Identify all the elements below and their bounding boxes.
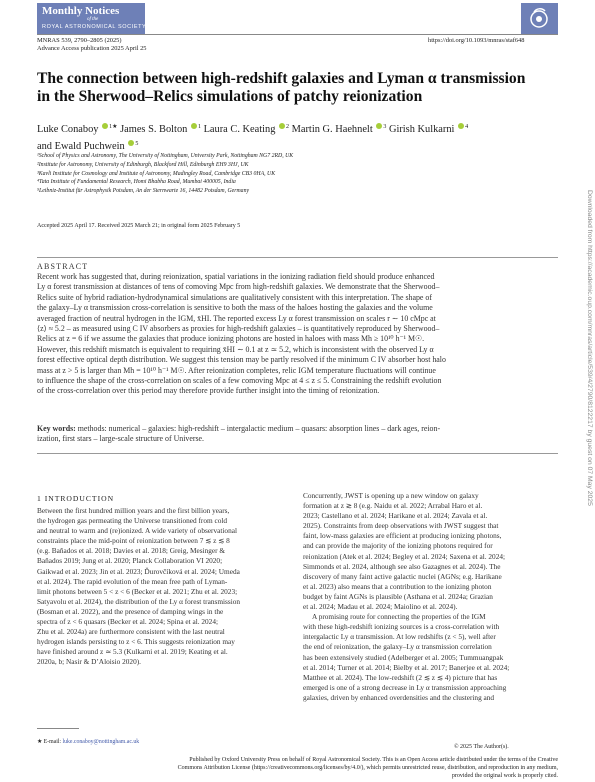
affiliation: ³Kavli Institute for Cosmology and Institute of Astronomy, Madingley Road, Cambridge CB3 0HA, UK bbox=[37, 170, 276, 177]
accepted-dates: Accepted 2025 April 17. Received 2025 March 21; in original form 2025 February 5 bbox=[37, 223, 241, 229]
keywords-label: Key words: bbox=[37, 424, 76, 433]
body-line: Satyavolu et al. 2024), the distribution of the Ly α forest transmission bbox=[37, 596, 241, 606]
body-line: Bañados 2019; Jung et al. 2020; Planck Collaboration VI 2020; bbox=[37, 556, 223, 566]
journal-of: of the bbox=[87, 17, 99, 22]
body-line: 2025). Constraints from deep observations with JWST suggest that bbox=[303, 521, 499, 531]
abstract-line: Relics suite of hybrid radiation-hydrodynamical simulations are qualitatively consistent with this interpretation. The shape of bbox=[37, 292, 432, 302]
keywords bbox=[37, 424, 558, 445]
abstract-line: the galaxy–Ly α transmission cross-correlation is sensitive to both the mass of the haloes hosting the galaxies and the volume bbox=[37, 303, 433, 313]
body-line: 2023; Castellano et al. 2024; Harikane et al. 2024; Zavala et al. bbox=[303, 511, 488, 521]
body-line: constraints place the mid-point of reionization between 7 ≲ z ≲ 8 bbox=[37, 536, 230, 546]
abstract-line: However, this redshift mismatch is equivalent to requiring x̄HI ∼ 0.1 at z ≃ 5.2, which is inconsistent with the observed Ly α bbox=[37, 344, 434, 354]
right-column bbox=[303, 491, 558, 703]
affiliation: ⁵Leibniz-Institut für Astrophysik Potsdam, An der Sternwarte 16, 14482 Potsdam, Germany bbox=[37, 188, 250, 195]
section-heading: 1 INTRODUCTION bbox=[37, 494, 115, 503]
body-line: formation at z ≳ 8 (e.g. Naidu et al. 2022; Arrabal Haro et al. bbox=[303, 501, 483, 511]
body-line: budget by faint AGNs is plausible (Asthana et al. 2024a; Grazian bbox=[303, 591, 493, 601]
body-line: et al. 2024). The rapid evolution of the mean free path of Lyman- bbox=[37, 576, 228, 586]
abstract-line: Recent work has suggested that, during reionization, spatial variations in the ionizing radiation field should produce enhanced bbox=[37, 272, 435, 281]
author-affil-sup: 4 bbox=[465, 124, 469, 130]
abstract-line: forest effective optical depth distribution. We suggest this tension may be partly resolved if the minimum C IV absorber host halo bbox=[37, 355, 446, 365]
license-line: Published by Oxford University Press on behalf of Royal Astronomical Society. This is an Open Access article distributed under the terms of the Creative bbox=[189, 757, 558, 763]
body-line: the end of reionization, the galaxy–Ly α transmission correlation bbox=[303, 642, 492, 652]
abstract-line: of the cross-correlation over this period may therefore provide further insight into the timing of reionization. bbox=[37, 386, 380, 396]
author-affil-sup: 1★ bbox=[109, 124, 118, 130]
body-line: has been extensively studied (Adelberger et al. 2005; Tummuangpak bbox=[303, 652, 504, 662]
body-line: with these high-redshift ionizing sources is a cross-correlation with bbox=[303, 622, 500, 632]
body-line: et al. 2014; Turner et al. 2014; Bielby et al. 2017; Banerjee et al. 2024; bbox=[303, 662, 510, 672]
body-line: limit photons between 5 < z < 6 (Becker et al. 2021; Zhu et al. 2023; bbox=[37, 586, 238, 596]
license-line: Commons Attribution License (https://creativecommons.org/licenses/by/4.0/), which permits unrestricted reuse, distribution, and reproduction in any medium, bbox=[177, 765, 558, 772]
body-line: and neutral to warm and (re)ionized. A wide variety of observational bbox=[37, 526, 237, 536]
title-line-2: in the Sherwood–Relics simulations of patchy reionization bbox=[37, 88, 423, 105]
footnote-rule bbox=[37, 728, 79, 729]
abstract-line: Relics at z = 6 if we assume the galaxies that produce ionizing photons are hosted in haloes with mass Mh ≥ 10¹⁰ h⁻¹ M☉. bbox=[37, 334, 425, 344]
body-line: (e.g. Bañados et al. 2018; Davies et al. 2018; Greig, Mesinger & bbox=[37, 546, 226, 556]
body-line: reionization (Atek et al. 2024; Begley et al. 2024; Saxena et al. 2024; bbox=[303, 551, 506, 561]
affiliation: ⁴Tata Institute of Fundamental Research, Homi Bhabha Road, Mumbai 400005, India bbox=[37, 179, 236, 186]
orcid-icon[interactable] bbox=[376, 123, 382, 129]
journal-society: ROYAL ASTRONOMICAL SOCIETY bbox=[42, 24, 147, 30]
title-line-1: The connection between high-redshift galaxies and Lyman α transmission bbox=[37, 70, 526, 87]
body-line: Simmonds et al. 2024, although see also Gazagnes et al. 2024). The bbox=[303, 561, 501, 571]
affiliation: ²Institute for Astronomy, University of Edinburgh, Blackford Hill, Edinburgh EH9 3HJ, UK bbox=[37, 161, 249, 168]
body-line: spectra of z < 6 quasars (Becker et al. 2024; Spina et al. 2024; bbox=[37, 617, 219, 627]
author-name: Luke Conaboy bbox=[37, 124, 99, 135]
keywords-text: ization, first stars – large-scale structure of Universe. bbox=[37, 434, 205, 444]
orcid-icon[interactable] bbox=[128, 140, 134, 146]
author-affil-sup: 3 bbox=[383, 124, 387, 130]
keywords-text: methods: numerical – galaxies: high-redshift – intergalactic medium – quasars: absorption lines – dark ages, reion- bbox=[77, 424, 441, 433]
journal-logo bbox=[37, 3, 145, 34]
license-notice bbox=[37, 756, 558, 781]
orcid-icon[interactable] bbox=[458, 123, 464, 129]
body-line: intergalactic Ly α transmission. At low redshifts (z < 5), well after bbox=[303, 632, 496, 642]
orcid-icon[interactable] bbox=[102, 123, 108, 129]
paper-title bbox=[37, 70, 557, 106]
author-affil-sup: 5 bbox=[135, 141, 139, 147]
divider bbox=[37, 453, 558, 454]
body-line: Gaikwad et al. 2023; Jin et al. 2023; Ďurovčíková et al. 2024; Umeda bbox=[37, 566, 240, 576]
body-line: et al. 2023) also means that a contribution to the ionizing photon bbox=[303, 581, 492, 591]
body-line: Zhu et al. 2024a) are furthermore consistent with the last neutral bbox=[37, 627, 225, 637]
abstract-line: mass at z > 5 is larger than Mh = 10¹⁰ h⁻¹ M☉. After reionization completes, relic IGM temperature fluctuations will continue bbox=[37, 365, 436, 375]
body-line: (Bosman et al. 2022), and the presence of damping wings in the bbox=[37, 606, 224, 616]
footnote-label: ★ E-mail: bbox=[37, 739, 62, 745]
advance-access: Advance Access publication 2025 April 25 bbox=[37, 45, 147, 52]
download-note: Downloaded from https://academic.oup.com/mnras/article/539/4/2790/8122217 by guest on 07 May 2025 bbox=[586, 190, 593, 506]
body-line: Matthee et al. 2024). The low-redshift (2 ≲ z ≲ 4) picture that has bbox=[303, 672, 498, 682]
download-watermark bbox=[584, 190, 595, 590]
body-line: Between the first hundred million years and the first billion years, bbox=[37, 506, 230, 515]
abstract-line: ⟨z⟩ ≈ 5.2 – as measured using C IV absorbers as proxies for high-redshift galaxies – is quantitatively reproduced by Sherwood– bbox=[37, 324, 440, 334]
body-line: 2020a, b; Nasir & D’Aloisio 2020). bbox=[37, 657, 141, 667]
footnote bbox=[37, 739, 139, 745]
divider bbox=[37, 257, 558, 258]
body-line: et al. 2024; Madau et al. 2024; Maiolino et al. 2024). bbox=[303, 602, 458, 612]
orcid-icon[interactable] bbox=[279, 123, 285, 129]
left-column bbox=[37, 506, 291, 668]
citation: MNRAS 539, 2790–2805 (2025) bbox=[37, 37, 122, 44]
author-name: and Ewald Puchwein bbox=[37, 141, 125, 152]
affiliation: ¹School of Physics and Astronomy, The University of Nottingham, University Park, Nottingham NG7 2RD, UK bbox=[37, 153, 294, 159]
body-line: the hydrogen gas permeating the Universe transitioned from cold bbox=[37, 516, 228, 526]
body-line: and can provide the majority of the ionizing photons required for bbox=[303, 541, 493, 551]
body-line: emerged is one of a strong decrease in Ly α transmission approaching bbox=[303, 682, 507, 692]
body-line: Concurrently, JWST is opening up a new window on galaxy bbox=[303, 491, 479, 500]
body-line: have finished around z ≃ 5.3 (Kulkarni et al. 2019; Keating et al. bbox=[37, 647, 228, 657]
body-line: hydrogen islands persisting to z < 6. This suggests reionization may bbox=[37, 637, 235, 647]
body-line: faint, low-mass galaxies are efficient at producing ionizing photons, bbox=[303, 531, 502, 541]
journal-name: Monthly Notices bbox=[42, 5, 120, 17]
doi-link[interactable]: https://doi.org/10.1093/mnras/staf648 bbox=[428, 37, 525, 44]
orcid-icon[interactable] bbox=[191, 123, 197, 129]
abstract-line: Ly α forest transmission at distances of tens of comoving Mpc from high-redshift galaxies. We demonstrate that the Sherwood– bbox=[37, 282, 440, 292]
abstract-text bbox=[37, 272, 558, 397]
abstract-line: to influence the shape of the cross-correlation on scales of a few comoving Mpc at 4 ≤ z ≤ 5. Constraining the redshift evolution bbox=[37, 376, 442, 386]
author-name: Girish Kulkarni bbox=[388, 124, 455, 135]
open-access-icon bbox=[521, 3, 558, 34]
author-affil-sup: 1 bbox=[197, 124, 201, 130]
author-list bbox=[37, 120, 557, 154]
author-name: Martin G. Haehnelt bbox=[291, 124, 373, 135]
abstract-line: averaged fraction of neutral hydrogen in the IGM, x̄HI. The reported excess Ly α forest transmission on scales r ∼ 10 cMpc at bbox=[37, 313, 436, 323]
body-line: galaxies, driven by enhanced overdensities and the clustering and bbox=[303, 692, 495, 702]
header-rule bbox=[37, 34, 558, 35]
author-name: James S. Bolton bbox=[120, 124, 188, 135]
email-link[interactable]: luke.conaboy@nottingham.ac.uk bbox=[62, 739, 140, 745]
affiliations bbox=[37, 152, 557, 196]
license-line: provided the original work is properly cited. bbox=[451, 773, 558, 780]
abstract-heading: ABSTRACT bbox=[37, 262, 89, 271]
body-line: discovery of many faint active galactic nuclei (AGNs; e.g. Harikane bbox=[303, 571, 502, 581]
author-name: Laura C. Keating bbox=[203, 124, 276, 135]
author-affil-sup: 2 bbox=[286, 124, 290, 130]
copyright: © 2025 The Author(s). bbox=[454, 744, 509, 750]
body-line: A promising route for connecting the properties of the IGM bbox=[312, 612, 486, 622]
